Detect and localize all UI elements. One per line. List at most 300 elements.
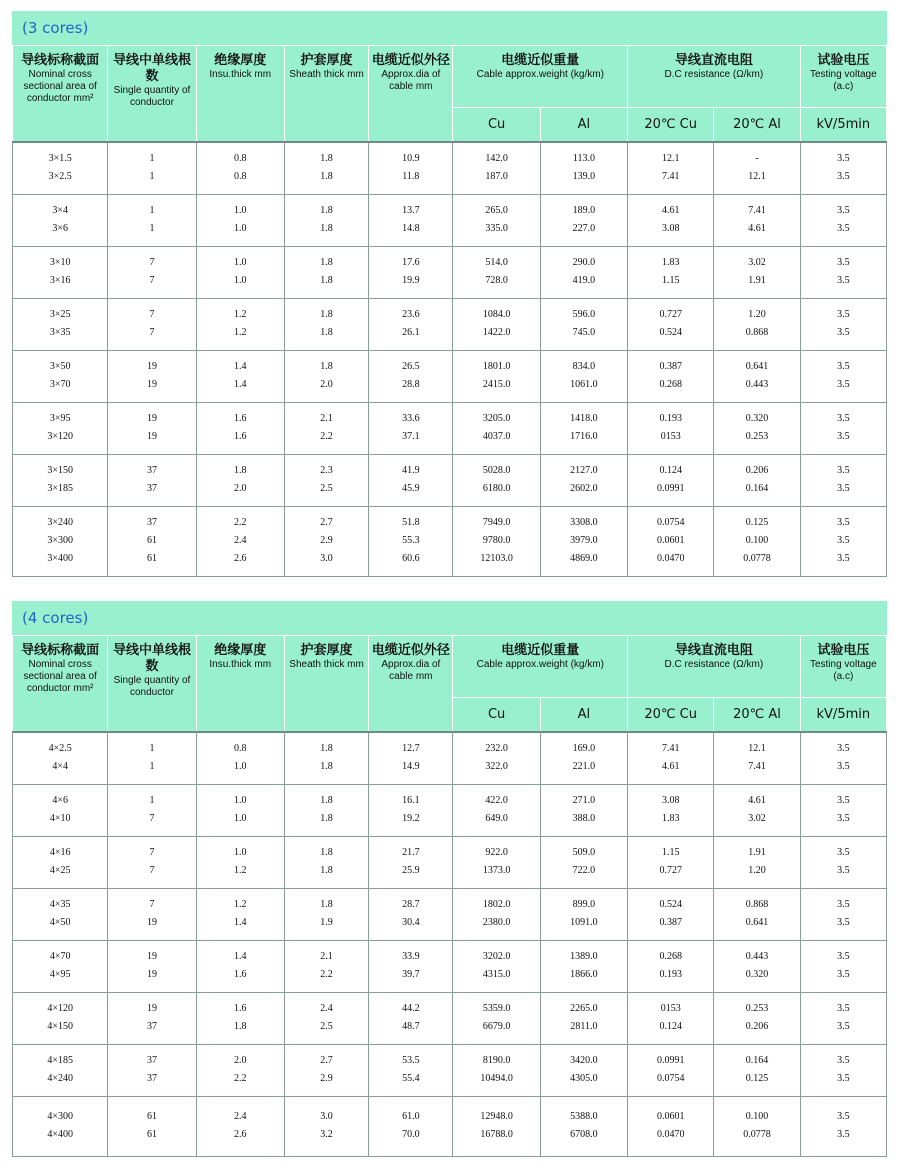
cell-value: 19 (146, 379, 157, 390)
header-insulation-thickness-en: Insu.thick mm (209, 659, 272, 670)
table-row (13, 246, 887, 298)
subheader-voltage-kv: kV/5min (800, 108, 886, 143)
cell-value: 3.5 (837, 969, 850, 980)
cell-single-quantity (108, 142, 196, 194)
cell-value: 0.641 (745, 917, 769, 928)
cell-value: 3202.0 (482, 951, 511, 962)
spec-table (12, 635, 887, 1157)
header-insulation-thickness (196, 46, 284, 143)
cell-value: 7 (149, 847, 155, 858)
header-sheath-thickness-zh: 护套厚度 (300, 53, 353, 68)
cell-weight-cu (453, 506, 540, 576)
header-testing-voltage-en: Testing voltage (a.c) (809, 69, 877, 92)
cell-value: 0.387 (659, 917, 682, 928)
subheader-weight-al: Al (540, 108, 627, 143)
cell-value: 3308.0 (570, 517, 598, 528)
table-row (13, 732, 887, 784)
cell-value: 2265.0 (570, 1003, 598, 1014)
cell-value: 14.8 (402, 223, 420, 234)
cell-value: 16.1 (402, 795, 420, 806)
cell-weight-cu (453, 350, 540, 402)
cell-value: 14.9 (402, 761, 420, 773)
cell-sheath (284, 784, 368, 836)
table-row (13, 194, 887, 246)
cell-diameter (369, 246, 453, 298)
cell-value: 1.8 (320, 171, 333, 183)
cell-weight-al (540, 246, 627, 298)
cell-value: 4.61 (661, 205, 680, 216)
cell-value: 61 (146, 553, 157, 564)
cell-resistance-al (714, 784, 800, 836)
cell-value: 3.5 (837, 257, 850, 268)
cell-single-quantity (108, 732, 196, 784)
cell-value: 2.5 (320, 1021, 333, 1032)
cell-value: 1 (149, 223, 155, 234)
cell-value: 7 (149, 865, 155, 876)
cell-value: 4×185 (47, 1055, 73, 1066)
cell-single-quantity (108, 506, 196, 576)
header-dc-resistance (628, 46, 801, 108)
cell-value: 728.0 (485, 275, 508, 286)
table-row (13, 298, 887, 350)
cell-spec (13, 1044, 108, 1096)
cell-value: 0.8 (234, 743, 247, 755)
cell-value: 3.5 (837, 847, 850, 858)
cell-diameter (369, 298, 453, 350)
header-approx-diameter-en: Approx.dia of cable mm (381, 659, 441, 682)
cell-test-voltage (800, 194, 886, 246)
cell-resistance-al (714, 298, 800, 350)
cell-resistance-cu (628, 836, 714, 888)
cell-value: 2811.0 (570, 1021, 598, 1032)
cell-weight-al (540, 298, 627, 350)
cell-value: 1.4 (234, 951, 247, 962)
cell-resistance-al (714, 246, 800, 298)
cell-value: 0.268 (659, 379, 682, 390)
cell-resistance-cu (628, 194, 714, 246)
cell-value: 1.0 (234, 761, 247, 773)
cell-single-quantity (108, 784, 196, 836)
cell-value: 745.0 (572, 327, 596, 338)
cell-weight-cu (453, 940, 540, 992)
cell-resistance-cu (628, 888, 714, 940)
cell-value: 12.1 (748, 171, 766, 183)
cell-weight-cu (453, 784, 540, 836)
cell-value: 26.1 (402, 327, 420, 338)
cell-value: 3.5 (837, 951, 850, 962)
cell-sheath (284, 194, 368, 246)
cell-value: 2.9 (320, 535, 333, 546)
section-title-bar (12, 601, 887, 635)
header-nominal-section-en: Nominal cross sectional area of conductor mm² (23, 659, 97, 694)
cell-weight-cu (453, 454, 540, 506)
cell-test-voltage (800, 940, 886, 992)
cell-value: 0.0991 (656, 483, 685, 494)
cell-value: 8190.0 (482, 1055, 511, 1066)
cell-value: 4×70 (49, 951, 71, 962)
cell-value: 232.0 (485, 743, 508, 755)
cell-value: 9780.0 (482, 535, 511, 546)
cell-value: 1.8 (320, 153, 333, 165)
cell-diameter (369, 992, 453, 1044)
header-single-quantity-zh: 导线中单线根数 (112, 53, 191, 84)
cell-sheath (284, 888, 368, 940)
cell-value: 1.2 (234, 327, 247, 338)
cell-value: 55.4 (402, 1073, 420, 1084)
cell-test-voltage (800, 1096, 886, 1156)
cell-value: 3.02 (748, 813, 766, 824)
cell-value: 1.20 (748, 865, 766, 876)
cell-value: 3.5 (837, 309, 850, 320)
cell-value: 7.41 (748, 205, 766, 216)
header-sheath-thickness-en: Sheath thick mm (289, 659, 364, 670)
cell-value: 17.6 (402, 257, 420, 268)
cell-value: 3205.0 (482, 413, 511, 424)
cell-value: 3420.0 (570, 1055, 598, 1066)
header-insulation-thickness-en: Insu.thick mm (209, 69, 272, 80)
cell-value: 3.5 (837, 153, 850, 165)
cell-spec (13, 506, 108, 576)
table-row (13, 454, 887, 506)
cell-value: 0.443 (745, 379, 769, 390)
cell-value: 4.61 (748, 223, 766, 234)
cell-value: 4×120 (47, 1003, 73, 1014)
cell-resistance-al (714, 194, 800, 246)
cell-weight-cu (453, 194, 540, 246)
cell-weight-cu (453, 1096, 540, 1156)
cell-value: 3×150 (47, 465, 73, 476)
cell-spec (13, 836, 108, 888)
cell-diameter (369, 142, 453, 194)
cell-resistance-cu (628, 298, 714, 350)
cell-value: 3.5 (837, 1073, 850, 1084)
header-single-quantity-en: Single quantity of conductor (113, 85, 191, 108)
cell-value: 39.7 (402, 969, 420, 980)
cell-resistance-al (714, 1096, 800, 1156)
cell-insulation (196, 732, 284, 784)
cell-value: 2602.0 (570, 483, 598, 494)
cell-value: 1801.0 (482, 361, 511, 372)
cell-test-voltage (800, 142, 886, 194)
header-nominal-section-zh: 导线标称截面 (21, 53, 100, 68)
cell-value: 11.8 (402, 171, 420, 183)
cell-value: 1.15 (661, 847, 680, 858)
cell-value: 3×35 (49, 327, 71, 338)
cell-spec (13, 194, 108, 246)
section-title: (4 cores) (22, 609, 89, 627)
cell-value: 3.02 (748, 257, 766, 268)
cell-test-voltage (800, 298, 886, 350)
cell-test-voltage (800, 888, 886, 940)
cell-value: 1866.0 (570, 969, 598, 980)
cell-weight-cu (453, 1044, 540, 1096)
header-approx-diameter-zh: 电缆近似外径 (371, 643, 450, 658)
cell-value: 2.0 (234, 483, 247, 494)
cell-value: 61.0 (402, 1111, 420, 1122)
cell-value: 4×2.5 (48, 743, 72, 755)
cell-value: 1 (149, 795, 155, 806)
cell-insulation (196, 350, 284, 402)
cell-value: 37 (146, 517, 157, 528)
cell-value: 3×25 (49, 309, 71, 320)
cell-single-quantity (108, 246, 196, 298)
cell-value: 1.2 (234, 865, 247, 876)
cell-value: 19 (146, 361, 157, 372)
cell-value: 1.0 (234, 223, 247, 234)
cell-single-quantity (108, 402, 196, 454)
cell-value: 2415.0 (482, 379, 511, 390)
cell-value: 3.5 (837, 379, 850, 390)
header-nominal-section-zh: 导线标称截面 (21, 643, 100, 658)
cell-value: 3×2.5 (48, 171, 72, 183)
cell-value: 0.0754 (656, 1073, 685, 1084)
cell-value: 0.193 (659, 969, 682, 980)
cell-value: 1.0 (234, 275, 247, 286)
cell-value: 3×50 (49, 361, 71, 372)
cell-value: 33.9 (402, 951, 420, 962)
cell-insulation (196, 402, 284, 454)
table-row (13, 350, 887, 402)
cell-resistance-al (714, 888, 800, 940)
subheader-resistance-al: 20℃ Al (714, 698, 800, 733)
cell-value: 0.206 (745, 465, 769, 476)
cell-value: 1.0 (234, 847, 247, 858)
cell-value: 0.868 (745, 899, 769, 910)
cell-weight-al (540, 402, 627, 454)
cell-diameter (369, 454, 453, 506)
cell-weight-cu (453, 246, 540, 298)
cell-value: 53.5 (402, 1055, 420, 1066)
cell-value: 4×6 (52, 795, 68, 806)
cell-resistance-al (714, 732, 800, 784)
cell-test-voltage (800, 402, 886, 454)
cell-value: 37 (146, 483, 157, 494)
cell-value: 139.0 (572, 171, 596, 183)
cell-value: 227.0 (572, 223, 596, 234)
cell-spec (13, 454, 108, 506)
cell-single-quantity (108, 940, 196, 992)
cell-value: 142.0 (485, 153, 508, 165)
cell-value: 37 (146, 1055, 157, 1066)
cell-value: 0.125 (745, 517, 769, 528)
cell-value: 1389.0 (570, 951, 598, 962)
cell-value: 4×150 (47, 1021, 73, 1032)
cell-weight-al (540, 506, 627, 576)
cell-value: 0.0991 (656, 1055, 685, 1066)
cell-value: 1.4 (234, 361, 247, 372)
cell-test-voltage (800, 784, 886, 836)
cell-value: 33.6 (402, 413, 420, 424)
cell-weight-cu (453, 142, 540, 194)
cell-value: 26.5 (402, 361, 420, 372)
cell-resistance-cu (628, 246, 714, 298)
cell-value: 514.0 (485, 257, 508, 268)
cell-value: 3×300 (47, 535, 73, 546)
table-row (13, 1044, 887, 1096)
cell-spec (13, 888, 108, 940)
cell-weight-al (540, 992, 627, 1044)
cell-value: 1.6 (234, 413, 247, 424)
cell-value: 19 (146, 951, 157, 962)
cell-value: 3.5 (837, 465, 850, 476)
cell-value: 0.641 (745, 361, 769, 372)
header-dc-resistance-en: D.C resistance (Ω/km) (664, 659, 764, 670)
cell-value: 1.8 (320, 327, 333, 338)
cell-value: 3.5 (837, 1055, 850, 1066)
header-testing-voltage (800, 636, 886, 698)
cell-weight-al (540, 732, 627, 784)
cell-value: 0.0601 (656, 535, 685, 546)
cell-value: 7 (149, 257, 155, 268)
cell-value: 0.124 (659, 1021, 682, 1032)
cell-spec (13, 298, 108, 350)
cell-value: 19.2 (402, 813, 420, 824)
cell-value: 7.41 (748, 761, 766, 773)
cell-weight-cu (453, 732, 540, 784)
cell-value: 5388.0 (570, 1111, 598, 1122)
section-title-bar (12, 11, 887, 45)
spec-table (12, 45, 887, 577)
cell-value: 3.0 (320, 1111, 333, 1122)
cell-value: 2.0 (234, 1055, 247, 1066)
cell-value: 335.0 (485, 223, 508, 234)
cell-value: 2.0 (320, 379, 333, 390)
cell-sheath (284, 836, 368, 888)
cell-single-quantity (108, 454, 196, 506)
cell-value: 2.1 (320, 951, 333, 962)
header-single-quantity (108, 636, 196, 733)
cell-value: 45.9 (402, 483, 420, 494)
cell-value: 0.193 (659, 413, 682, 424)
cell-value: 3×70 (49, 379, 71, 390)
header-approx-weight-zh: 电缆近似重量 (501, 53, 580, 68)
cell-resistance-al (714, 142, 800, 194)
cell-value: - (755, 153, 759, 165)
cell-value: 2.2 (234, 1073, 247, 1084)
cell-sheath (284, 992, 368, 1044)
cell-diameter (369, 1044, 453, 1096)
header-sheath-thickness-en: Sheath thick mm (289, 69, 364, 80)
cell-value: 1.20 (748, 309, 766, 320)
header-approx-weight (453, 46, 628, 108)
cell-resistance-cu (628, 454, 714, 506)
cell-value: 187.0 (485, 171, 508, 183)
header-nominal-section (13, 46, 108, 143)
header-testing-voltage-en: Testing voltage (a.c) (809, 659, 877, 682)
cell-value: 0.8 (234, 153, 247, 165)
cell-value: 596.0 (572, 309, 596, 320)
cell-value: 28.7 (402, 899, 420, 910)
cell-value: 1 (149, 171, 155, 183)
cell-value: 23.6 (402, 309, 420, 320)
cell-spec (13, 350, 108, 402)
cell-single-quantity (108, 298, 196, 350)
cell-value: 3×240 (47, 517, 73, 528)
header-approx-weight (453, 636, 628, 698)
subheader-voltage-kv: kV/5min (800, 698, 886, 733)
cell-value: 649.0 (485, 813, 508, 824)
cell-value: 7 (149, 813, 155, 824)
cell-weight-cu (453, 402, 540, 454)
cell-value: 722.0 (572, 865, 596, 876)
cell-sheath (284, 940, 368, 992)
cell-sheath (284, 142, 368, 194)
cell-value: 4×35 (49, 899, 71, 910)
cell-spec (13, 142, 108, 194)
cell-value: 7 (149, 275, 155, 286)
cell-value: 12.1 (748, 743, 766, 755)
cell-value: 19 (146, 413, 157, 424)
cell-value: 37 (146, 1073, 157, 1084)
cell-value: 388.0 (572, 813, 596, 824)
cell-single-quantity (108, 888, 196, 940)
cell-value: 0.164 (745, 483, 769, 494)
cell-value: 1.4 (234, 917, 247, 928)
cell-value: 1.91 (748, 275, 766, 286)
cell-value: 3.5 (837, 1003, 850, 1014)
cell-value: 61 (146, 535, 157, 546)
cell-value: 4×240 (47, 1073, 73, 1084)
cell-value: 19 (146, 1003, 157, 1014)
four-core-section (12, 601, 887, 1157)
cell-value: 0.164 (745, 1055, 769, 1066)
cell-value: 3.5 (837, 795, 850, 806)
cell-value: 1.8 (320, 309, 333, 320)
cell-value: 3.5 (837, 1021, 850, 1032)
cell-value: 2127.0 (570, 465, 598, 476)
table-row (13, 506, 887, 576)
cell-value: 1.8 (234, 1021, 247, 1032)
subheader-weight-cu: Cu (453, 108, 540, 143)
cell-value: 189.0 (572, 205, 596, 216)
cell-value: 10494.0 (480, 1073, 513, 1084)
subheader-resistance-cu: 20℃ Cu (628, 108, 714, 143)
cell-value: 6679.0 (482, 1021, 511, 1032)
cell-value: 3.5 (837, 327, 850, 338)
cell-value: 1.91 (748, 847, 766, 858)
cell-value: 3×95 (49, 413, 71, 424)
header-nominal-section-en: Nominal cross sectional area of conductor mm² (23, 69, 97, 104)
cell-value: 419.0 (572, 275, 596, 286)
cell-value: 2.4 (234, 1111, 247, 1122)
cell-diameter (369, 506, 453, 576)
cell-value: 1.6 (234, 431, 247, 442)
cell-single-quantity (108, 836, 196, 888)
cell-single-quantity (108, 1096, 196, 1156)
cell-spec (13, 246, 108, 298)
cell-value: 4×10 (49, 813, 71, 824)
cell-value: 1.0 (234, 813, 247, 824)
cell-value: 7 (149, 309, 155, 320)
cell-value: 7 (149, 327, 155, 338)
cell-value: 13.7 (402, 205, 420, 216)
cell-value: 1.8 (320, 865, 333, 876)
cell-diameter (369, 402, 453, 454)
cell-sheath (284, 1044, 368, 1096)
cell-value: 19 (146, 917, 157, 928)
cell-value: 3.5 (837, 743, 850, 755)
cell-value: 0.0754 (656, 517, 685, 528)
cell-diameter (369, 836, 453, 888)
cell-value: 0.387 (659, 361, 682, 372)
cell-value: 0.727 (659, 865, 682, 876)
cell-value: 1.9 (320, 917, 333, 928)
header-approx-weight-zh: 电缆近似重量 (501, 643, 580, 658)
cell-resistance-cu (628, 506, 714, 576)
cell-value: 3.5 (837, 553, 850, 564)
cell-value: 899.0 (572, 899, 596, 910)
cell-value: 1.0 (234, 795, 247, 806)
